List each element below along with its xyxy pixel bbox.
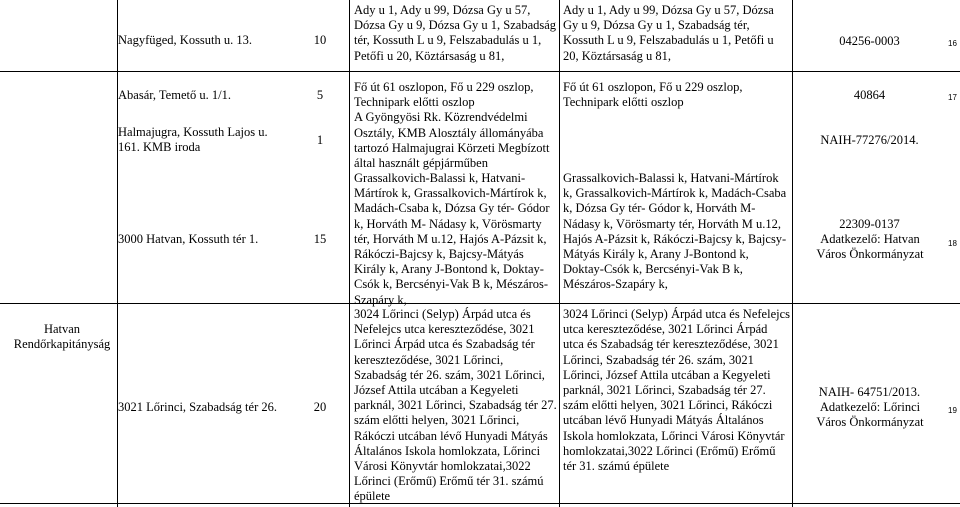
- table-border: [0, 71, 960, 72]
- organization-cell: Hatvan Rendőrkapitányság: [13, 322, 111, 352]
- monitored-area-cell: Ady u 1, Ady u 99, Dózsa Gy u 57, Dózsa Gy u 9, Dózsa Gy u 1, Szabadság tér, Kossuth L u 9, Felszabadulás u 1, Petőfi u 20, Köztársaság u 81,: [563, 3, 774, 63]
- address-cell: Nagyfüged, Kossuth u. 13.: [118, 33, 253, 47]
- registration-id-cell: NAIH- 64751/2013.: [818, 385, 921, 399]
- registration-id-cell: NAIH-77276/2014.: [820, 133, 919, 147]
- monitored-area-cell: Grassalkovich-Balassi k, Hatvani-Mártírok k, Grassalkovich-Mártírok k, Madách-Csaba k, Dózsa Gy tér- Gódor k, Horváth M- Nádasy k, Vörösmarty tér, Horváth M u.12, Hajós A-Pázsit k, Rákóczi-Bajcsy k, Bajcsy-Mátyás Király k, Arany J-Bontond k, Doktay-Csók k, Bercsényi-Vak B k, Mészáros-Szapáry k,: [354, 171, 550, 307]
- monitored-area-cell: Fő út 61 oszlopon, Fő u 229 oszlop, Technipark előtti oszlop: [563, 80, 743, 110]
- registration-id-cell: 22309-0137: [839, 217, 900, 231]
- monitored-area-cell: Fő út 61 oszlopon, Fő u 229 oszlop, Technipark előtti oszlop A Gyöngyösi Rk. Közrendvédelmi Osztály, KMB Alosztály állományába tartozó Halmajugrai Körzeti Megbízott által használt gépjárműben: [354, 80, 550, 171]
- data-controller-cell: Adatkezelő: Lőrinci Város Önkormányzat: [816, 400, 924, 430]
- table-border: [117, 0, 118, 507]
- camera-count-cell: 5: [316, 88, 324, 102]
- address-cell: 3021 Lőrinci, Szabadság tér 26.: [118, 400, 277, 414]
- row-number: 16: [948, 39, 957, 48]
- row-number: 19: [948, 406, 957, 415]
- table-border: [349, 0, 350, 507]
- row-number: 17: [948, 93, 957, 102]
- table-border: [792, 0, 793, 507]
- address-cell: Abasár, Temető u. 1/1.: [118, 88, 231, 102]
- monitored-area-cell: 3024 Lőrinci (Selyp) Árpád utca és Nefelejcs utca kereszteződése, 3021 Lőrinci Árpád utca és Szabadság tér kereszteződése, 3021 Lőrinci, Szabadság tér 26. szám, 3021 Lőrinci, József Attila utcában a Kegyeleti parknál, 3021 Lőrinci, Szabadság tér 27. szám előtti helyen, 3021 Lőrinci, Rákóczi utcában lévő Hunyadi Mátyás Általános Iskola homlokzata, Lőrinci Városi Könyvtár homlokzatai,3022 Lőrinci (Erőmű) Erőmű tér 31. számú épülete: [354, 307, 557, 504]
- monitored-area-cell: Ady u 1, Ady u 99, Dózsa Gy u 57, Dózsa Gy u 9, Dózsa Gy u 1, Szabadság tér, Kossuth L u 9, Felszabadulás u 1, Petőfi u 20, Köztársaság u 81,: [354, 3, 557, 63]
- row-number: 18: [948, 239, 957, 248]
- table-border: [559, 0, 560, 507]
- data-controller-cell: Adatkezelő: Hatvan Város Önkormányzat: [816, 232, 924, 262]
- camera-count-cell: 1: [316, 133, 324, 147]
- address-cell: 3000 Hatvan, Kossuth tér 1.: [118, 232, 259, 246]
- registration-id-cell: 40864: [853, 88, 886, 102]
- address-cell: Halmajugra, Kossuth Lajos u. 161. KMB iroda: [118, 125, 268, 155]
- monitored-area-cell: Grassalkovich-Balassi k, Hatvani-Mártírok k, Grassalkovich-Mártírok k, Madách-Csaba k, Dózsa Gy tér- Gódor k, Horváth M- Nádasy k, Vörösmarty tér, Horváth M u.12, Hajós A-Pázsit k, Rákóczi-Bajcsy k, Bajcsy-Mátyás Király k, Arany J-Bontond k, Doktay-Csók k, Bercsényi-Vak B k, Mészáros-Szapáry k,: [563, 171, 787, 292]
- monitored-area-cell: 3024 Lőrinci (Selyp) Árpád utca és Nefelejcs utca kereszteződése, 3021 Lőrinci Árpád utca és Szabadság tér kereszteződése, 3021 Lőrinci, Szabadság tér 26. szám, 3021 Lőrinci, József Attila utcában a Kegyeleti parknál, 3021 Lőrinci, Szabadság tér 27. szám előtti helyen, 3021 Lőrinci, Rákóczi utcában lévő Hunyadi Mátyás Általános Iskola homlokzata, Lőrinci Városi Könyvtár homlokzatai,3022 Lőrinci (Erőmű) Erőmű tér 31. számú épülete: [563, 307, 791, 474]
- camera-count-cell: 10: [313, 33, 327, 47]
- camera-count-cell: 20: [313, 400, 327, 414]
- registration-id-cell: 04256-0003: [839, 34, 900, 48]
- camera-count-cell: 15: [313, 232, 327, 246]
